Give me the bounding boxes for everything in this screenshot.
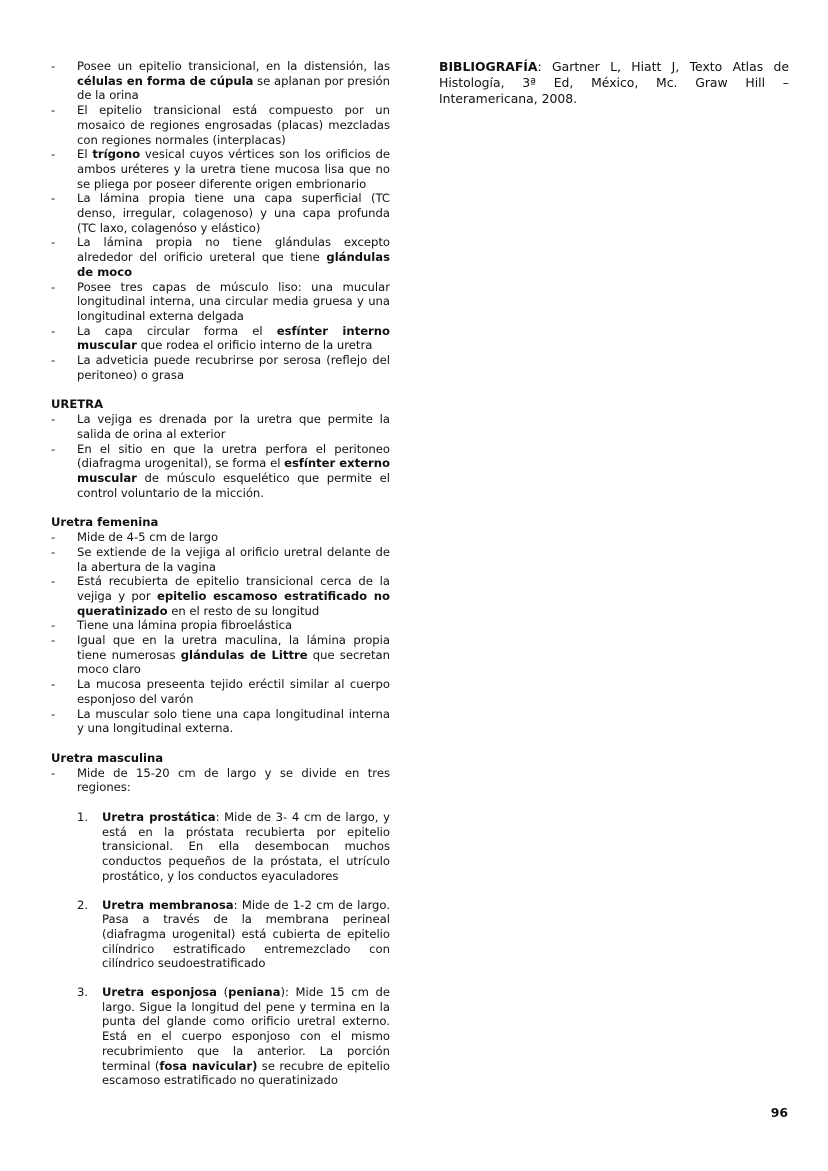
bold-term: Uretra esponjosa <box>102 985 217 1000</box>
list-item <box>51 324 390 353</box>
list-item <box>51 574 390 618</box>
region-number: 3. <box>77 985 89 1000</box>
text-run: Está recubierta de epitelio transicional cerca de la vejiga y por <box>77 574 390 603</box>
text-run: La capa circular forma el <box>77 323 277 338</box>
list-item <box>51 147 390 191</box>
text-run: ( <box>217 985 229 1000</box>
text-run: : Mide de 1-2 cm de largo. Pasa a través de la membrana perineal (diafragma urogenital) está cubierta de epitelio cilíndrico estratificado entremezclado con cilíndrico seudoestratificado <box>102 897 390 971</box>
text-run: Tiene una lámina propia fibroelástica <box>77 618 293 633</box>
list-item <box>51 280 390 324</box>
list-item <box>51 59 390 103</box>
text-run: La muscular solo tiene una capa longitudinal interna y una longitudinal externa. <box>77 706 390 736</box>
text-run: Igual que en la uretra maculina, la lámina propia tiene numerosas <box>77 633 390 662</box>
region-item <box>51 985 390 1088</box>
list-item <box>51 677 390 706</box>
uretra-masculina-list <box>51 766 390 795</box>
list-item <box>51 618 390 633</box>
text-run: Se extiende de la vejiga al orificio uretral delante de la abertura de la vagina <box>77 544 390 574</box>
bold-term: células en forma de cúpula <box>77 73 254 88</box>
bold-term: glándulas de moco <box>77 250 390 279</box>
bold-term: epitelio escamoso estratificado no queratinizado <box>77 588 390 618</box>
uretra-list <box>51 412 390 500</box>
text-run: La mucosa preseenta tejido eréctil similar al cuerpo esponjoso del varón <box>77 677 390 706</box>
list-item <box>51 235 390 279</box>
bold-term: fosa navicular) <box>159 1058 258 1073</box>
text-run: que rodea el orificio interno de la uretra <box>136 338 373 353</box>
bold-term: esfínter externo muscular <box>77 456 390 485</box>
region-item <box>51 810 390 884</box>
text-run: se recubre de epitelio escamoso estratificado no queratinizado <box>102 1058 390 1088</box>
list-item <box>51 766 390 795</box>
list-item <box>51 530 390 545</box>
bold-term: Uretra prostática <box>102 810 216 825</box>
text-run: Mide de 15-20 cm de largo y se divide en tres regiones: <box>77 765 390 795</box>
list-item <box>51 353 390 382</box>
bold-term: peniana <box>228 985 281 1000</box>
text-run: que secretan moco claro <box>77 647 390 677</box>
text-run: La lámina propia no tiene glándulas excepto alrededor del orificio ureteral que tiene <box>77 235 390 265</box>
right-column <box>439 59 789 107</box>
list-item <box>51 707 390 736</box>
left-column <box>51 59 390 1102</box>
text-run: en el resto de su longitud <box>167 603 320 618</box>
bibliografia-text: : Gartner L, Hiatt J, Texto Atlas de Histología, 3ª Ed, México, Mc. Graw Hill – Interamericana, 2008. <box>439 59 789 106</box>
text-run: La adveticia puede recubrirse por serosa (reflejo del peritoneo) o grasa <box>77 353 390 382</box>
text-run: se aplanan por presión de la orina <box>77 73 390 103</box>
bibliografia-label: BIBLIOGRAFÍA <box>439 59 538 74</box>
text-run: Mide de 4-5 cm de largo <box>77 530 219 545</box>
region-number: 2. <box>77 897 89 912</box>
page-number: 96 <box>770 1105 788 1120</box>
list-item <box>51 412 390 441</box>
text-run: La vejiga es drenada por la uretra que permite la salida de orina al exterior <box>77 412 390 441</box>
text-run: : Mide de 3- 4 cm de largo, y está en la próstata recubierta por epitelio transicional. En ella desembocan muchos conductos pequeños de la próstata, el utrículo prostático, y los conductos eyaculadores <box>102 810 390 883</box>
text-run: de músculo esquelético que permite el control voluntario de la micción. <box>77 470 390 500</box>
text-run: Posee tres capas de músculo liso: una mucular longitudinal interna, una circular media gruesa y una longitudinal externa delgada <box>77 279 390 323</box>
bold-term: esfínter interno muscular <box>77 323 390 353</box>
region-number: 1. <box>77 810 89 825</box>
uretra-femenina-heading: Uretra femenina <box>51 515 159 530</box>
bold-term: trígono <box>92 147 141 162</box>
list-item <box>51 442 390 501</box>
text-run: Posee un epitelio transicional, en la distensión, las <box>77 59 390 73</box>
list-item <box>51 103 390 147</box>
text-run: El epitelio transicional está compuesto por un mosaico de regiones engrosadas (placas) mezcladas con regiones normales (interplacas) <box>77 103 390 147</box>
text-run: La lámina propia tiene una capa superficial (TC denso, irregular, colagenoso) y una capa profunda (TC laxo, colagenóso y elástico) <box>77 191 390 235</box>
bold-term: glándulas de Littre <box>180 647 308 662</box>
uretra-masculina-regions <box>51 810 390 1088</box>
list-item <box>51 633 390 677</box>
vejiga-list <box>51 59 390 382</box>
uretra-masculina-heading: Uretra masculina <box>51 750 164 765</box>
bold-term: Uretra membranosa <box>102 897 234 912</box>
region-item <box>51 898 390 972</box>
bibliografia <box>439 59 789 107</box>
list-item <box>51 191 390 235</box>
list-item <box>51 545 390 574</box>
uretra-heading: URETRA <box>51 397 104 412</box>
text-run: ): Mide 15 cm de largo. Sigue la longitud del pene y termina en la punta del glande como orificio uretral externo. Está en el cuerpo esponjoso con el mismo recubrimiento que la anterior. La porción terminal ( <box>102 985 390 1073</box>
text-run: vesical cuyos vértices son los orificios de ambos uréteres y la uretra tiene mucosa lisa que no se pliega por poseer diferente origen embrionario <box>77 147 390 191</box>
uretra-femenina-list <box>51 530 390 736</box>
text-run: En el sitio en que la uretra perfora el peritoneo (diafragma urogenital), se forma el <box>77 441 390 471</box>
text-run: El <box>77 147 93 162</box>
